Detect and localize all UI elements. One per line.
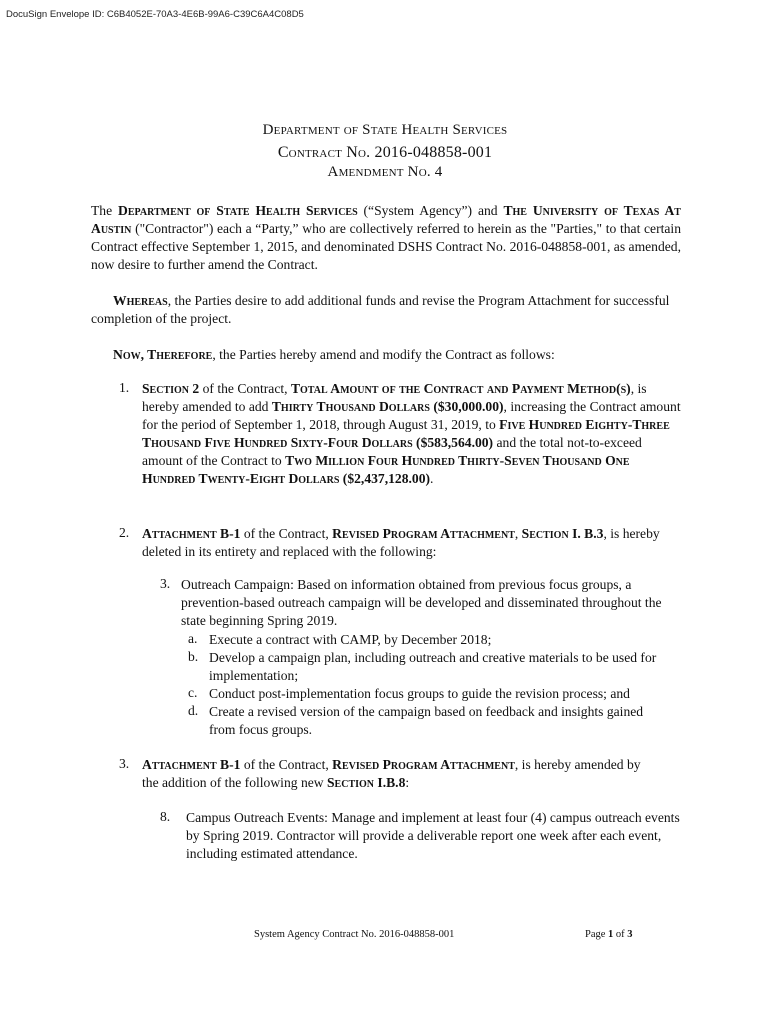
sub-item-a-letter: a. <box>188 631 198 646</box>
sub-item-a-text: Execute a contract with CAMP, by December 2018; <box>209 632 492 647</box>
sub-item-b-text: Develop a campaign plan, including outreach and creative materials to be used for implementation; <box>209 650 657 683</box>
subsection-3-number: 3. <box>160 576 171 591</box>
item-3-number: 3. <box>119 756 130 771</box>
item-2-number: 2. <box>119 525 130 540</box>
title-agency: Department of State Health Services <box>262 122 508 138</box>
footer-page-number: Page 1 of 3 <box>585 929 633 940</box>
subsection-8-text: Campus Outreach Events: Manage and implement at least four (4) campus outreach events by Spring 2019. Contractor will provide a deliverable report one week after each event, including estimated attendance. <box>186 810 680 861</box>
sub-item-c-letter: c. <box>188 685 198 700</box>
docusign-envelope-id: DocuSign Envelope ID: C6B4052E-70A3-4E6B-99A6-C39C6A4C08D5 <box>6 9 304 20</box>
agency-name: Department of State Health Services <box>118 203 358 218</box>
footer-contract-number: System Agency Contract No. 2016-048858-001 <box>254 929 455 940</box>
intro-paragraph: The Department of State Health Services (“System Agency”) and The University of Texas At Austin ("Contractor") each a “Party,” who are collectively referred to herein as the "Parties," to that certain Contract effective September 1, 2015, and denominated DSHS Contract No. 2016-048858-001, as amended, now desire to further amend the Contract. <box>91 203 681 272</box>
item-1-number: 1. <box>119 380 130 395</box>
title-contract: Contract No. 2016-048858-001 <box>277 144 493 161</box>
subsection-8-number: 8. <box>160 809 171 824</box>
sub-item-d-letter: d. <box>188 703 199 718</box>
contractor-name: The University of Texas At Austin <box>91 203 681 236</box>
subsection-3-text: Outreach Campaign: Based on information obtained from previous focus groups, a prevention-based outreach campaign will be developed and disseminated throughout the state beginning Spring 2019. <box>181 577 662 628</box>
title-amendment: Amendment No. 4 <box>327 164 443 180</box>
item-3-text: Attachment B-1 of the Contract, Revised Program Attachment, is hereby amended by the addition of the following new Section I.B.8: <box>142 757 641 790</box>
therefore-paragraph: Now, Therefore, the Parties hereby amend and modify the Contract as follows: <box>113 347 555 362</box>
item-1-text: Section 2 of the Contract, Total Amount of the Contract and Payment Method(s), is hereby amended to add Thirty Thousand Dollars ($30,000.00), increasing the Contract amount for the period of September 1, 2018, through August 31, 2019, to Five Hundred Eighty-Three Thousand Five Hundred Sixty-Four Dollars ($583,564.00) and the total not-to-exceed amount of the Contract to Two Million Four Hundred Thirty-Seven Thousand One Hundred Twenty-Eight Dollars ($2,437,128.00). <box>142 381 681 486</box>
whereas-paragraph: Whereas, the Parties desire to add additional funds and revise the Program Attachment for successful completion of the project. <box>91 293 670 326</box>
sub-item-d-text: Create a revised version of the campaign based on feedback and insights gained from focus groups. <box>209 704 644 737</box>
sub-item-c-text: Conduct post-implementation focus groups to guide the revision process; and <box>209 686 630 701</box>
sub-item-b-letter: b. <box>188 649 199 664</box>
item-2-text: Attachment B-1 of the Contract, Revised Program Attachment, Section I. B.3, is hereby deleted in its entirety and replaced with the following: <box>142 526 660 559</box>
